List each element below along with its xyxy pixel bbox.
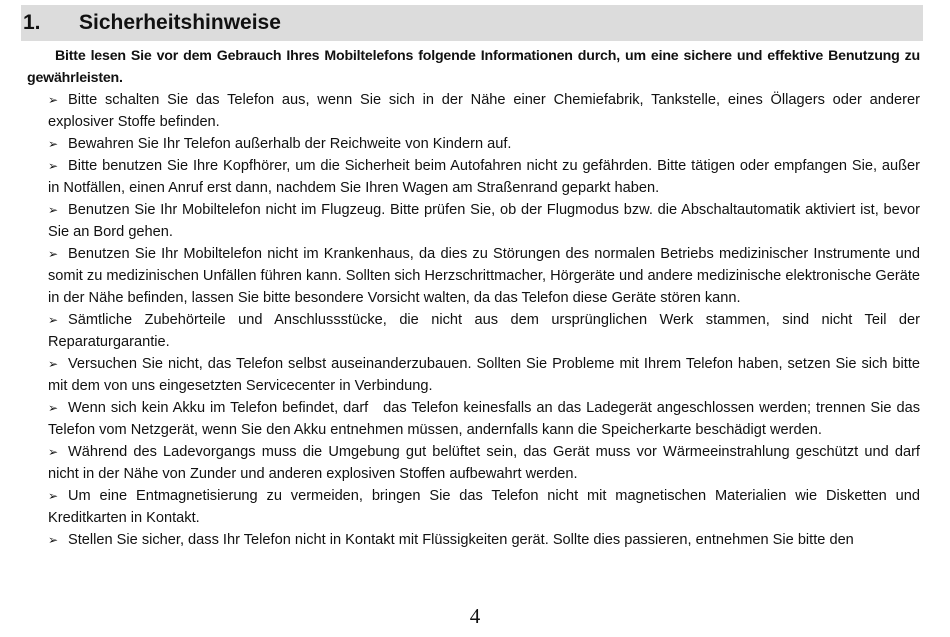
arrow-bullet-icon: ➢ (48, 93, 59, 107)
arrow-bullet-icon: ➢ (48, 247, 59, 261)
list-item-text: Versuchen Sie nicht, das Telefon selbst auseinanderzubauen. Sollten Sie Probleme mit Ihrem Telefon haben, setzen Sie sich bitte mit dem von uns eingesetzten Servicecenter in Verbindung. (48, 356, 920, 394)
intro-paragraph: Bitte lesen Sie vor dem Gebrauch Ihres Mobiltelefons folgende Informationen durch, um eine sichere und effektive Benutzung zu gewährleisten. (27, 48, 920, 86)
section-heading (21, 5, 923, 41)
list-item (48, 397, 924, 441)
section-number: 1. (23, 11, 41, 34)
list-item-text: Stellen Sie sicher, dass Ihr Telefon nicht in Kontakt mit Flüssigkeiten gerät. Sollte dies passieren, entnehmen Sie bitte den (68, 532, 854, 548)
list-item-text: Benutzen Sie Ihr Mobiltelefon nicht im Krankenhaus, da dies zu Störungen des normalen Betriebs medizinischer Instrumente und somit zu medizinischen Unfällen führen kann. Sollten sich Herzschrittmacher, Hörgeräte und andere medizinische elektronische Geräte in der Nähe befinden, lassen Sie bitte besondere Vorsicht walten, da das Telefon diese Geräte stören kann. (48, 246, 921, 306)
list-item (48, 309, 920, 353)
list-item (48, 353, 920, 397)
arrow-bullet-icon: ➢ (48, 159, 59, 173)
page-number: 4 (469, 604, 481, 628)
safety-list (48, 89, 924, 551)
list-item-text: Wenn sich kein Akku im Telefon befindet, darf das Telefon keinesfalls an das Ladegerät angeschlossen werden; trennen Sie das Telefon vom Netzgerät, wenn Sie den Akku entnehmen müssen, andernfalls kann die Speicherkarte beschädigt werden. (48, 400, 924, 438)
list-item-text: Während des Ladevorgangs muss die Umgebung gut belüftet sein, das Gerät muss vor Wärmeeinstrahlung geschützt und darf nicht in der Nähe von Zunder und anderen explosiven Stoffen aufbewahrt werden. (48, 444, 920, 482)
list-item-text: Bitte benutzen Sie Ihre Kopfhörer, um die Sicherheit beim Autofahren nicht zu gefährden. Bitte tätigen oder empfangen Sie, außer in Notfällen, einen Anruf erst dann, nachdem Sie Ihren Wagen am Straßenrand geparkt haben. (48, 158, 920, 196)
arrow-bullet-icon: ➢ (48, 313, 59, 327)
arrow-bullet-icon: ➢ (48, 445, 59, 459)
list-item (48, 155, 920, 199)
arrow-bullet-icon: ➢ (48, 533, 59, 547)
arrow-bullet-icon: ➢ (48, 137, 59, 151)
section-title: Sicherheitshinweise (79, 11, 281, 34)
list-item (48, 133, 920, 155)
list-item-text: Bitte schalten Sie das Telefon aus, wenn Sie sich in der Nähe einer Chemiefabrik, Tankstelle, eines Öllagers oder anderer explosiver Stoffe befinden. (48, 92, 920, 130)
list-item (48, 243, 920, 309)
list-item (48, 441, 920, 485)
list-item-text: Benutzen Sie Ihr Mobiltelefon nicht im Flugzeug. Bitte prüfen Sie, ob der Flugmodus bzw. die Abschaltautomatik aktiviert ist, bevor Sie an Bord gehen. (48, 202, 920, 240)
arrow-bullet-icon: ➢ (48, 401, 59, 415)
list-item-text: Bewahren Sie Ihr Telefon außerhalb der Reichweite von Kindern auf. (68, 136, 512, 152)
arrow-bullet-icon: ➢ (48, 203, 59, 217)
list-item (48, 199, 920, 243)
list-item (48, 89, 920, 133)
arrow-bullet-icon: ➢ (48, 489, 59, 503)
list-item (48, 529, 920, 551)
list-item-text: Sämtliche Zubehörteile und Anschlussstücke, die nicht aus dem ursprünglichen Werk stammen, sind nicht Teil der Reparaturgarantie. (48, 312, 920, 350)
list-item (48, 485, 920, 529)
list-item-text: Um eine Entmagnetisierung zu vermeiden, bringen Sie das Telefon nicht mit magnetischen Materialien wie Disketten und Kreditkarten in Kontakt. (48, 488, 920, 526)
arrow-bullet-icon: ➢ (48, 357, 59, 371)
